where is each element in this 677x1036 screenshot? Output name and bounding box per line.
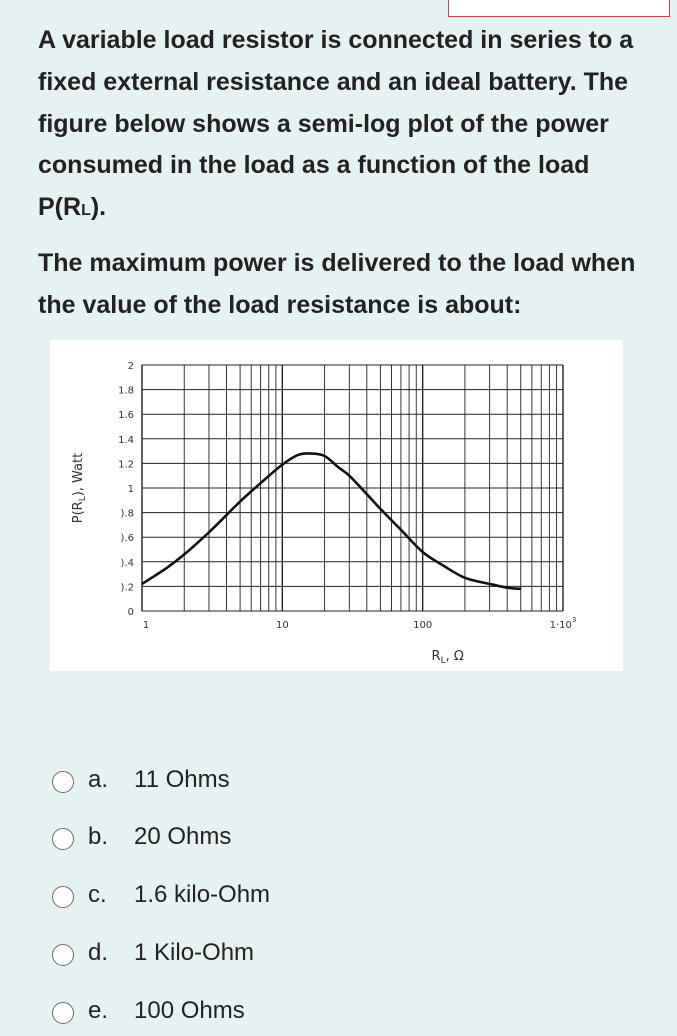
y-axis-label-suffix: ), Watt xyxy=(71,452,86,497)
semi-log-power-chart xyxy=(50,340,623,671)
y-tick-label: ).2 xyxy=(120,582,134,594)
y-tick-label: 1 xyxy=(127,484,134,495)
x-axis-label: $R_L$, Ω xyxy=(431,649,464,666)
data-point xyxy=(464,577,465,578)
data-point xyxy=(380,508,381,509)
data-point xyxy=(443,565,444,566)
data-point xyxy=(226,514,227,515)
x-tick-label: 10 xyxy=(275,620,289,631)
radio-button-icon[interactable] xyxy=(52,886,74,908)
y-tick-label: 1.8 xyxy=(118,385,134,397)
option-b[interactable]: b. 20 Ohms xyxy=(50,821,450,857)
radio-button-icon[interactable] xyxy=(52,771,74,793)
y-tick-label: ).4 xyxy=(120,557,134,569)
option-e[interactable]: e. 100 Ohms xyxy=(50,995,450,1031)
chart-figure xyxy=(50,340,623,671)
data-point xyxy=(349,475,350,476)
data-point xyxy=(520,588,521,589)
data-point xyxy=(298,454,299,455)
x-tick-label: 1 xyxy=(142,620,150,631)
data-point xyxy=(324,455,325,456)
y-tick-label: ).8 xyxy=(120,508,134,520)
x-tick-label: 100 xyxy=(413,620,433,631)
data-point xyxy=(366,494,367,495)
y-tick-label: 0 xyxy=(127,607,134,618)
data-point xyxy=(260,482,261,483)
y-tick-label: 2 xyxy=(127,361,134,372)
y-tick-label: 1.4 xyxy=(118,434,134,446)
data-point xyxy=(208,532,209,533)
flag-question-box[interactable] xyxy=(448,0,670,17)
question-text xyxy=(38,20,638,327)
radio-button-icon[interactable] xyxy=(52,944,74,966)
data-point xyxy=(338,466,339,467)
x-tick-label: $1\cdot 10^3$ xyxy=(549,616,577,631)
x-axis-label-sub: L xyxy=(440,656,446,666)
y-axis-label: $P(R_L)$, Watt xyxy=(71,452,88,524)
y-axis-label-sub: L xyxy=(78,496,88,502)
radio-button-icon[interactable] xyxy=(52,1002,74,1024)
option-c[interactable]: c. 1.6 kilo-Ohm xyxy=(50,879,450,915)
data-point xyxy=(184,554,185,555)
data-point xyxy=(489,583,490,584)
data-point xyxy=(422,551,423,552)
x-axis-label-suffix: , Ω xyxy=(445,649,464,664)
y-tick-label: ).6 xyxy=(120,533,134,545)
option-a[interactable]: a. 11 Ohms xyxy=(50,764,450,800)
data-point xyxy=(310,453,311,454)
data-point xyxy=(166,567,167,568)
data-point xyxy=(239,501,240,502)
data-point xyxy=(141,583,142,584)
data-point xyxy=(400,529,401,530)
radio-button-icon[interactable] xyxy=(52,828,74,850)
series-line-power xyxy=(142,453,521,588)
question-paragraph-2: The maximum power is delivered to the load when the value of the load resistance is about: xyxy=(38,248,636,319)
y-tick-label: 1.2 xyxy=(118,459,134,471)
option-d[interactable]: d. 1 Kilo-Ohm xyxy=(50,937,450,973)
data-point xyxy=(507,587,508,588)
data-point xyxy=(282,464,283,465)
y-tick-label: 1.6 xyxy=(118,410,134,422)
question-paragraph-1: A variable load resistor is connected in series to a fixed external resistance and an ideal battery. The figure below shows a semi-log plot of the power consumed in the load as a function of the load P(RL). xyxy=(38,26,634,222)
x-tick-superscript: 3 xyxy=(571,616,577,624)
